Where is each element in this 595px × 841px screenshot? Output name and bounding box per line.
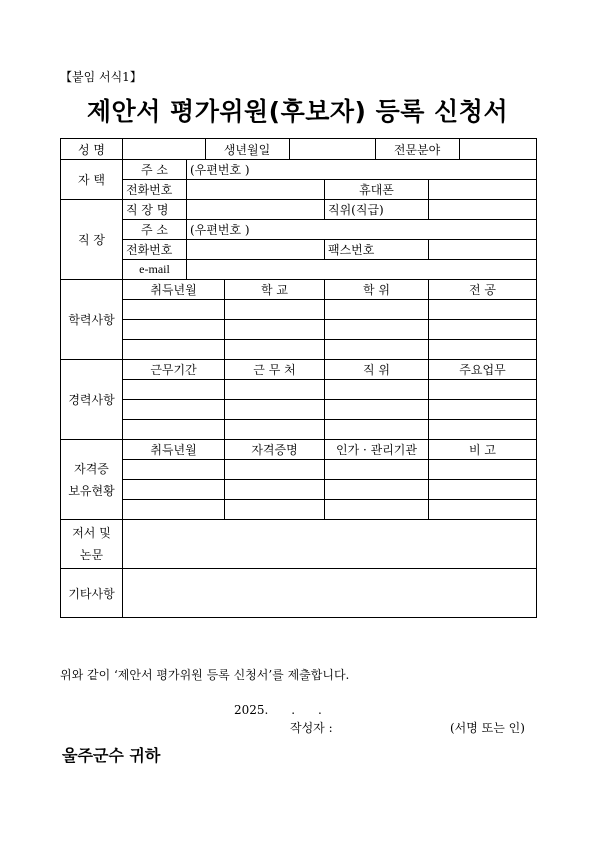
papers-label bbox=[61, 520, 123, 569]
certificates-row bbox=[61, 460, 537, 480]
work-position-label: 직위(직급) bbox=[325, 200, 429, 220]
education-cell[interactable] bbox=[429, 340, 537, 360]
page-title: 제안서 평가위원(후보자) 등록 신청서 bbox=[86, 97, 509, 126]
education-cell[interactable] bbox=[123, 300, 225, 320]
papers-label-line2: 논문 bbox=[79, 548, 104, 562]
certificates-cell[interactable] bbox=[225, 500, 325, 520]
certificates-cell[interactable] bbox=[325, 500, 429, 520]
birth-label: 생년월일 bbox=[205, 139, 289, 159]
career-cell[interactable] bbox=[325, 380, 429, 400]
education-cell[interactable] bbox=[429, 300, 537, 320]
education-cell[interactable] bbox=[123, 340, 225, 360]
certificates-cell[interactable] bbox=[429, 480, 537, 500]
papers-label-line1: 저서 및 bbox=[72, 526, 111, 540]
etc-field[interactable] bbox=[123, 569, 537, 618]
certificates-cell[interactable] bbox=[325, 460, 429, 480]
certificates-section-label bbox=[61, 440, 123, 520]
certificates-cell[interactable] bbox=[123, 500, 225, 520]
education-header: 학 위 bbox=[325, 280, 429, 300]
birth-field[interactable] bbox=[289, 139, 375, 159]
education-cell[interactable] bbox=[325, 320, 429, 340]
certificates-header: 자격증명 bbox=[225, 440, 325, 460]
certificates-row bbox=[61, 500, 537, 520]
certificates-label-line1: 자격증 bbox=[74, 461, 109, 476]
work-fax-label: 팩스번호 bbox=[325, 240, 429, 260]
home-phone-field[interactable] bbox=[187, 180, 325, 200]
career-header: 근무기간 bbox=[123, 360, 225, 380]
career-cell[interactable] bbox=[325, 400, 429, 420]
work-section-label: 직 장 bbox=[61, 200, 123, 280]
career-cell[interactable] bbox=[123, 420, 225, 440]
work-address-field[interactable]: (우편번호 ) bbox=[187, 220, 537, 240]
registration-form-table bbox=[60, 138, 537, 618]
work-email-label: e-mail bbox=[123, 260, 187, 280]
home-mobile-field[interactable] bbox=[429, 180, 537, 200]
etc-label: 기타사항 bbox=[61, 569, 123, 618]
work-phone-label: 전화번호 bbox=[123, 240, 187, 260]
work-address-label: 주 소 bbox=[123, 220, 187, 240]
career-cell[interactable] bbox=[225, 400, 325, 420]
papers-field[interactable] bbox=[123, 520, 537, 569]
work-position-field[interactable] bbox=[429, 200, 537, 220]
education-cell[interactable] bbox=[225, 300, 325, 320]
writer-label: 작성자 : bbox=[290, 721, 333, 735]
work-fax-field[interactable] bbox=[429, 240, 537, 260]
education-cell[interactable] bbox=[225, 320, 325, 340]
field-field[interactable] bbox=[459, 139, 536, 159]
recipient: 울주군수 귀하 bbox=[62, 746, 161, 765]
education-row bbox=[61, 320, 537, 340]
home-address-label: 주 소 bbox=[123, 160, 187, 180]
certificates-cell[interactable] bbox=[225, 480, 325, 500]
certificates-header: 취득년월 bbox=[123, 440, 225, 460]
certificates-cell[interactable] bbox=[325, 480, 429, 500]
education-header: 학 교 bbox=[225, 280, 325, 300]
certificates-label-line2: 보유현황 bbox=[68, 483, 115, 498]
submission-statement: 위와 같이 ‘제안서 평가위원 등록 신청서’를 제출합니다. bbox=[60, 668, 350, 682]
career-cell[interactable] bbox=[429, 380, 537, 400]
education-header: 취득년월 bbox=[123, 280, 225, 300]
certificates-header: 인가 · 관리기관 bbox=[325, 440, 429, 460]
certificates-row bbox=[61, 480, 537, 500]
home-section-label: 자 택 bbox=[61, 160, 123, 200]
attachment-label: 【붙임 서식1】 bbox=[60, 70, 142, 84]
education-row bbox=[61, 300, 537, 320]
work-email-field[interactable] bbox=[187, 260, 537, 280]
certificates-cell[interactable] bbox=[123, 480, 225, 500]
career-cell[interactable] bbox=[325, 420, 429, 440]
education-cell[interactable] bbox=[123, 320, 225, 340]
education-header: 전 공 bbox=[429, 280, 537, 300]
home-address-field[interactable]: (우편번호 ) bbox=[187, 160, 537, 180]
home-mobile-label: 휴대폰 bbox=[325, 180, 429, 200]
education-cell[interactable] bbox=[429, 320, 537, 340]
certificates-cell[interactable] bbox=[429, 460, 537, 480]
career-cell[interactable] bbox=[225, 420, 325, 440]
career-cell[interactable] bbox=[123, 400, 225, 420]
career-row bbox=[61, 400, 537, 420]
education-row bbox=[61, 340, 537, 360]
career-header: 직 위 bbox=[325, 360, 429, 380]
personal-row bbox=[61, 139, 537, 160]
work-phone-field[interactable] bbox=[187, 240, 325, 260]
certificates-cell[interactable] bbox=[429, 500, 537, 520]
sign-label: (서명 또는 인) bbox=[450, 721, 525, 735]
home-phone-label: 전화번호 bbox=[123, 180, 187, 200]
work-company-field[interactable] bbox=[187, 200, 325, 220]
career-row bbox=[61, 420, 537, 440]
certificates-cell[interactable] bbox=[123, 460, 225, 480]
career-cell[interactable] bbox=[429, 400, 537, 420]
education-cell[interactable] bbox=[325, 340, 429, 360]
name-label: 성 명 bbox=[61, 139, 123, 160]
certificates-cell[interactable] bbox=[225, 460, 325, 480]
education-cell[interactable] bbox=[325, 300, 429, 320]
career-header: 근 무 처 bbox=[225, 360, 325, 380]
career-header: 주요업무 bbox=[429, 360, 537, 380]
certificates-header: 비 고 bbox=[429, 440, 537, 460]
career-cell[interactable] bbox=[429, 420, 537, 440]
career-cell[interactable] bbox=[123, 380, 225, 400]
career-cell[interactable] bbox=[225, 380, 325, 400]
work-company-label: 직 장 명 bbox=[123, 200, 187, 220]
field-label: 전문분야 bbox=[375, 139, 459, 159]
education-cell[interactable] bbox=[225, 340, 325, 360]
name-field[interactable] bbox=[123, 139, 205, 159]
education-section-label: 학력사항 bbox=[61, 280, 123, 360]
career-section-label: 경력사항 bbox=[61, 360, 123, 440]
date-line: 2025. . . bbox=[234, 703, 322, 717]
career-row bbox=[61, 380, 537, 400]
